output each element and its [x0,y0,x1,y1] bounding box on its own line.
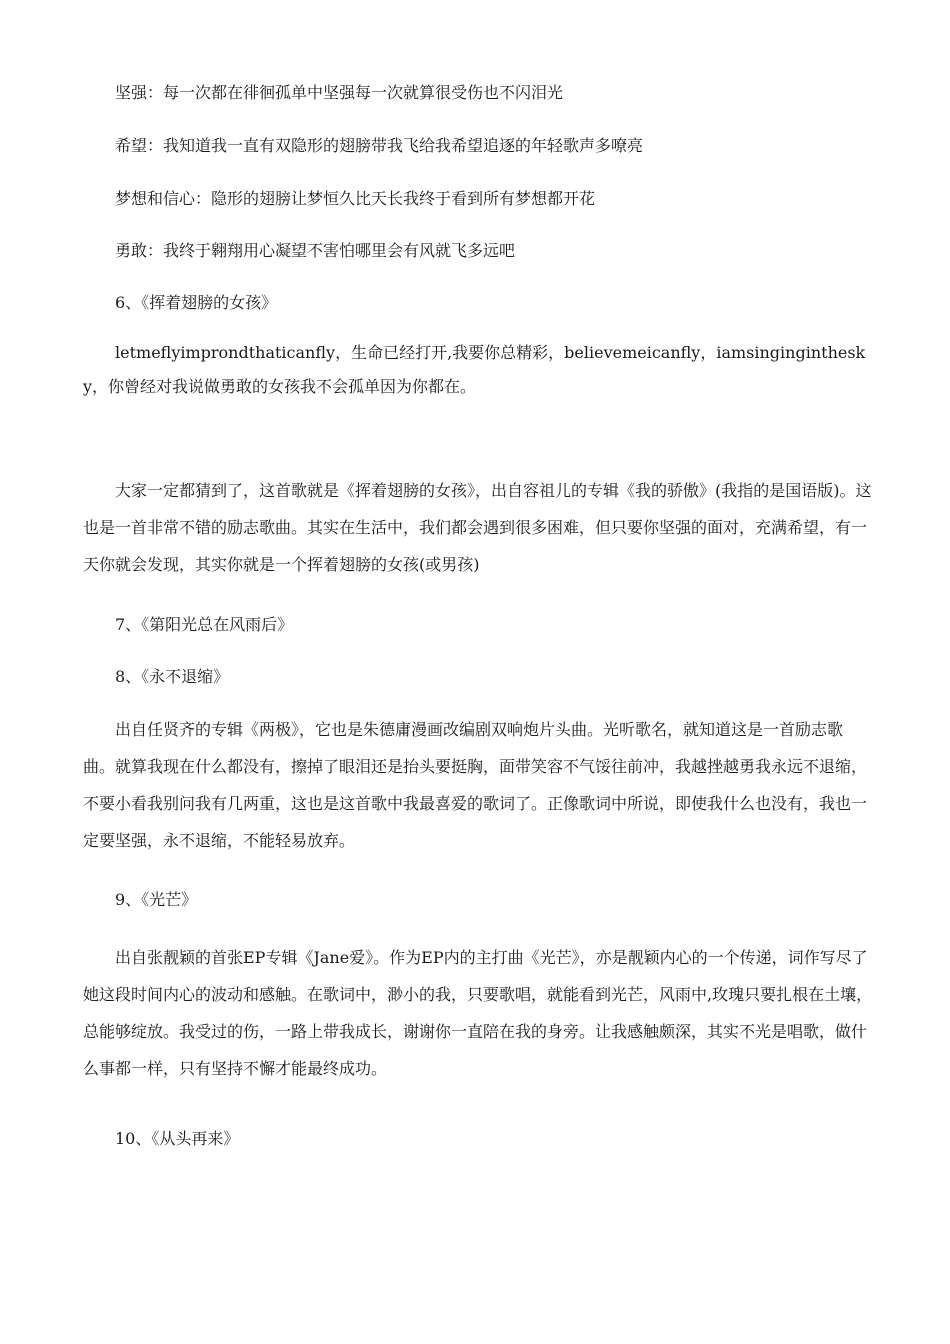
paragraph-song-8-description: 出自任贤齐的专辑《两极》，它也是朱德庸漫画改编剧双响炮片头曲。光听歌名，就知道这是一首励志歌曲。就算我现在什么都没有，擦掉了眼泪还是抬头要挺胸，面带笑容不气馁往前冲，我越挫越勇我永远不退缩，不要小看我别问我有几两重，这也是这首歌中我最喜爱的歌词了。正像歌词中所说，即使我什么也没有，我也一定要坚强，永不退缩，不能轻易放弃。 [83,720,868,850]
paragraph-dream: 梦想和信心：隐形的翅膀让梦恒久比天长我终于看到所有梦想都开花 [115,189,596,208]
paragraph-hope: 希望：我知道我一直有双隐形的翅膀带我飞给我希望追逐的年轻歌声多嘹亮 [115,136,644,155]
heading-song-9: 9、《光芒》 [115,890,198,909]
heading-song-6: 6、《挥着翅膀的女孩》 [115,293,278,312]
paragraph-song-6-description: 大家一定都猜到了，这首歌就是《挥着翅膀的女孩》，出自容祖儿的专辑《我的骄傲》(我指的是国语版)。这也是一首非常不错的励志歌曲。其实在生活中，我们都会遇到很多困难，但只要你坚强的面对，充满希望，有一天你就会发现，其实你就是一个挥着翅膀的女孩(或男孩) [83,481,872,574]
heading-song-10: 10、《从头再来》 [115,1129,240,1148]
paragraph-strength: 坚强：每一次都在徘徊孤单中坚强每一次就算很受伤也不闪泪光 [115,83,564,102]
heading-song-7: 7、《第阳光总在风雨后》 [115,615,294,634]
paragraph-song-9-description: 出自张靓颖的首张EP专辑《Jane爱》。作为EP内的主打曲《光芒》，亦是靓颖内心的一个传递，词作写尽了她这段时间内心的波动和感触。在歌词中，渺小的我，只要歌唱，就能看到光芒，风雨中,玫瑰只要扎根在土壤，总能够绽放。我受过的伤，一路上带我成长，谢谢你一直陪在我的身旁。让我感触颇深，其实不光是唱歌，做什么事都一样，只有坚持不懈才能最终成功。 [83,948,873,1078]
heading-song-8: 8、《永不退缩》 [115,667,230,686]
paragraph-song-6-lyrics: letmeflyimprondthaticanfly，生命已经打开,我要你总精彩，believemeicanfly，iamsinginginthesky，你曾经对我说做勇敢的女孩我不会孤单因为你都在。 [83,343,866,396]
paragraph-courage: 勇敢：我终于翱翔用心凝望不害怕哪里会有风就飞多远吧 [115,241,516,260]
